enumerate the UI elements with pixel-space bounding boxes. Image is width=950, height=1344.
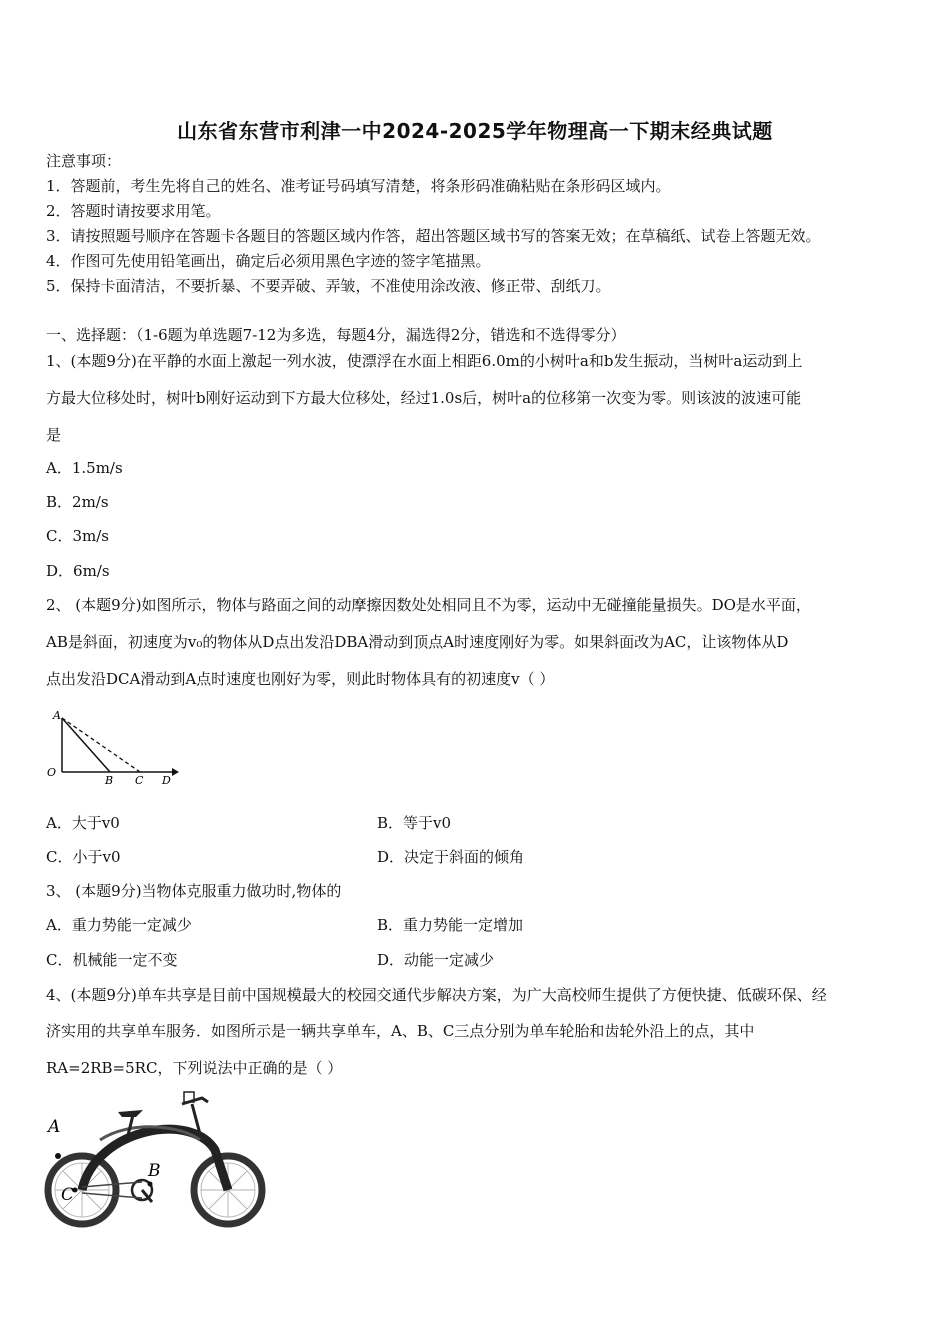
q4-text: RA=2RB=5RC，下列说法中正确的是（ ） (46, 1059, 343, 1077)
bike-label-a: A (48, 1117, 61, 1137)
q3-option-b[interactable]: B．重力势能一定增加 (377, 916, 524, 934)
q1-option-b[interactable]: B．2m/s (46, 493, 109, 511)
q4-text: 济实用的共享单车服务．如图所示是一辆共享单车，A、B、C三点分别为单车轮胎和齿轮外沿上的点，其中 (46, 1022, 755, 1040)
notice-item: 3．请按照题号顺序在答题卡各题目的答题区域内作答，超出答题区域书写的答案无效；在草稿纸、试卷上答题无效。 (46, 227, 821, 245)
q1-option-c[interactable]: C．3m/s (46, 527, 109, 545)
q1-option-d[interactable]: D．6m/s (46, 562, 110, 580)
label-o: O (47, 766, 57, 779)
q1-text: 是 (46, 426, 62, 444)
q3-option-a[interactable]: A．重力势能一定减少 (46, 916, 192, 934)
bicycle-figure (40, 1090, 270, 1230)
notice-item: 2．答题时请按要求用笔。 (46, 202, 221, 220)
notice-item: 4．作图可先使用铅笔画出，确定后必须用黑色字迹的签字笔描黑。 (46, 252, 491, 270)
q3-option-c[interactable]: C．机械能一定不变 (46, 951, 178, 969)
label-a: A (53, 709, 61, 722)
q4-text: 4、(本题9分)单车共享是目前中国规模最大的校园交通代步解决方案，为广大高校师生提供了方便快捷、低碳环保、经 (46, 986, 827, 1004)
page-title: 山东省东营市利津一中2024-2025学年物理高一下期末经典试题 (177, 119, 773, 143)
section-heading: 一、选择题：（1-6题为单选题7-12为多选，每题4分，漏选得2分，错选和不选得零分） (46, 326, 626, 344)
bike-label-b: B (148, 1161, 161, 1181)
notice-heading: 注意事项： (46, 152, 122, 170)
label-c: C (135, 774, 144, 787)
q2-option-c[interactable]: C．小于v0 (46, 848, 121, 866)
notice-item: 5．保持卡面清洁，不要折暴、不要弄破、弄皱，不准使用涂改液、修正带、刮纸刀。 (46, 277, 611, 295)
q1-text: 1、(本题9分)在平静的水面上激起一列水波，使漂浮在水面上相距6.0m的小树叶a和b发生振动，当树叶a运动到上 (46, 352, 803, 370)
handlebar-icon (182, 1098, 208, 1104)
q2-text: 2、 (本题9分)如图所示，物体与路面之间的动摩擦因数处处相同且不为零，运动中无碰撞能量损失。DO是水平面， (46, 596, 811, 614)
incline-diagram (44, 706, 184, 788)
q2-option-a[interactable]: A．大于v0 (46, 814, 120, 832)
q2-text: 点出发沿DCA滑动到A点时速度也刚好为零，则此时物体具有的初速度v（ ） (46, 670, 555, 688)
slope-ac (62, 718, 140, 772)
slope-ab (62, 718, 110, 772)
q2-option-b[interactable]: B．等于v0 (377, 814, 452, 832)
seat-icon (118, 1110, 143, 1117)
q2-text: AB是斜面，初速度为v₀的物体从D点出发沿DBA滑动到顶点A时速度刚好为零。如果斜面改为AC，让该物体从D (46, 633, 789, 651)
label-d: D (162, 774, 171, 787)
bike-label-c: C (61, 1185, 75, 1205)
label-b: B (105, 774, 114, 787)
q3-option-d[interactable]: D．动能一定减少 (377, 951, 495, 969)
point-a-marker (55, 1153, 61, 1159)
q1-option-a[interactable]: A．1.5m/s (46, 459, 123, 477)
q3-text: 3、 (本题9分)当物体克服重力做功时,物体的 (46, 882, 342, 900)
notice-item: 1．答题前，考生先将自己的姓名、准考证号码填写清楚，将条形码准确粘贴在条形码区域内。 (46, 177, 671, 195)
q2-option-d[interactable]: D．决定于斜面的倾角 (377, 848, 525, 866)
q1-text: 方最大位移处时，树叶b刚好运动到下方最大位移处，经过1.0s后，树叶a的位移第一次变为零。则该波的波速可能 (46, 389, 802, 407)
arrow-head (172, 768, 179, 776)
point-b-marker (148, 1182, 153, 1187)
